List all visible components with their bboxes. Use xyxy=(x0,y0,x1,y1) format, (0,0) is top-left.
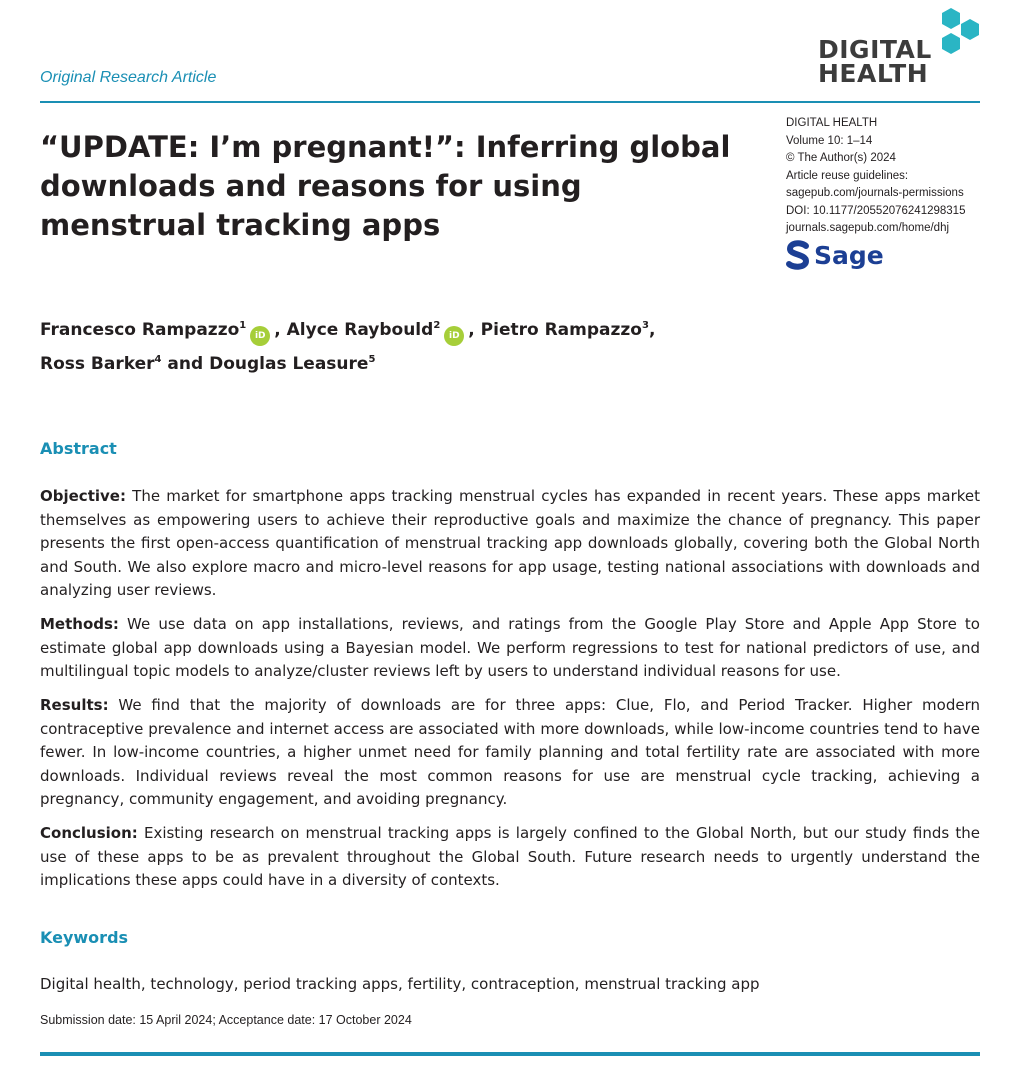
author-separator: , xyxy=(648,320,656,340)
abstract-heading: Abstract xyxy=(40,439,117,458)
objective-text: The market for smartphone apps tracking menstrual cycles has expanded in recent years. These apps market themselves as empowering users to achieve their reproductive goals and maximize the chance of pregnancy. This paper presents the first open-access quantification of menstrual tracking app downloads globally, covering both the Global North and South. We also explore macro and micro-level reasons for app usage, testing national associations with downloads and analyzing user reviews. xyxy=(40,487,980,599)
logo-line-2: HEALTH xyxy=(818,59,929,88)
author-affiliation: 5 xyxy=(368,354,376,365)
author-name: Douglas Leasure xyxy=(209,354,369,374)
author-affiliation: 2 xyxy=(433,320,441,331)
meta-journal-link[interactable]: journals.sagepub.com/home/dhj xyxy=(786,222,950,234)
author-separator: , xyxy=(468,320,481,340)
meta-reuse-label: Article reuse guidelines: xyxy=(786,169,909,182)
objective-label: Objective: xyxy=(40,487,126,505)
abstract-objective xyxy=(40,485,980,603)
abstract-methods xyxy=(40,613,980,684)
author-name: Ross Barker xyxy=(40,354,155,374)
hexagon-cluster-icon xyxy=(928,6,990,62)
results-label: Results: xyxy=(40,696,109,714)
author-separator: and xyxy=(161,354,210,374)
abstract-results xyxy=(40,694,980,812)
journal-logo xyxy=(818,6,988,90)
meta-doi[interactable]: DOI: 10.1177/20552076241298315 xyxy=(786,204,966,217)
meta-volume: Volume 10: 1–14 xyxy=(786,134,873,147)
orcid-icon[interactable]: iD xyxy=(250,326,270,346)
conclusion-text: Existing research on menstrual tracking apps is largely confined to the Global North, but our study finds the use of these apps to be as prevalent throughout the Global South. Future research needs to urgently understand the implications these apps could have in a diversity of contexts. xyxy=(40,824,980,889)
publisher-name: Sage xyxy=(814,240,884,270)
article-type: Original Research Article xyxy=(40,69,217,86)
orcid-icon[interactable]: iD xyxy=(444,326,464,346)
publisher-logo xyxy=(786,240,884,270)
keywords-list: Digital health, technology, period tracking apps, fertility, contraception, menstrual tracking app xyxy=(40,975,760,993)
meta-reuse-link[interactable]: sagepub.com/journals-permissions xyxy=(786,187,964,199)
author-name: Francesco Rampazzo xyxy=(40,320,240,340)
conclusion-label: Conclusion: xyxy=(40,824,138,842)
results-text: We find that the majority of downloads are for three apps: Clue, Flo, and Period Tracker. Higher modern contraceptive prevalence and internet access are associated with more downloads, while low-income countries tend to have fewer. In low-income countries, a higher unmet need for family planning and total fertility rate are associated with more downloads. Individual reviews reveal the most common reasons for use are menstrual cycle tracking, achieving a pregnancy, community engagement, and avoiding pregnancy. xyxy=(40,696,980,808)
author-affiliation: 3 xyxy=(641,320,649,331)
author-affiliation: 1 xyxy=(239,320,247,331)
journal-meta xyxy=(786,115,986,238)
methods-text: We use data on app installations, reviews, and ratings from the Google Play Store and Apple App Store to estimate global app downloads using a Bayesian model. We perform regressions to test for national predictors of use, and multilingual topic models to analyze/cluster reviews left by users to understand individual reasons for use. xyxy=(40,615,980,680)
logo-line-1: DIGITAL xyxy=(818,35,932,64)
author-name: Alyce Raybould xyxy=(286,320,434,340)
author-name: Pietro Rampazzo xyxy=(480,320,642,340)
sage-s-icon xyxy=(786,240,810,270)
meta-journal: DIGITAL HEALTH xyxy=(786,117,878,129)
article-title: “UPDATE: I’m pregnant!”: Inferring global downloads and reasons for using menstrual tracking apps xyxy=(40,130,731,242)
submission-dates: Submission date: 15 April 2024; Acceptance date: 17 October 2024 xyxy=(40,1013,412,1027)
author-affiliation: 4 xyxy=(154,354,162,365)
footer-rule xyxy=(40,1052,980,1056)
methods-label: Methods: xyxy=(40,615,119,633)
keywords-heading: Keywords xyxy=(40,928,129,947)
meta-copyright: © The Author(s) 2024 xyxy=(786,152,896,164)
header-rule xyxy=(40,101,980,103)
abstract-conclusion xyxy=(40,822,980,893)
author-separator: , xyxy=(274,320,287,340)
author-list xyxy=(40,312,740,378)
